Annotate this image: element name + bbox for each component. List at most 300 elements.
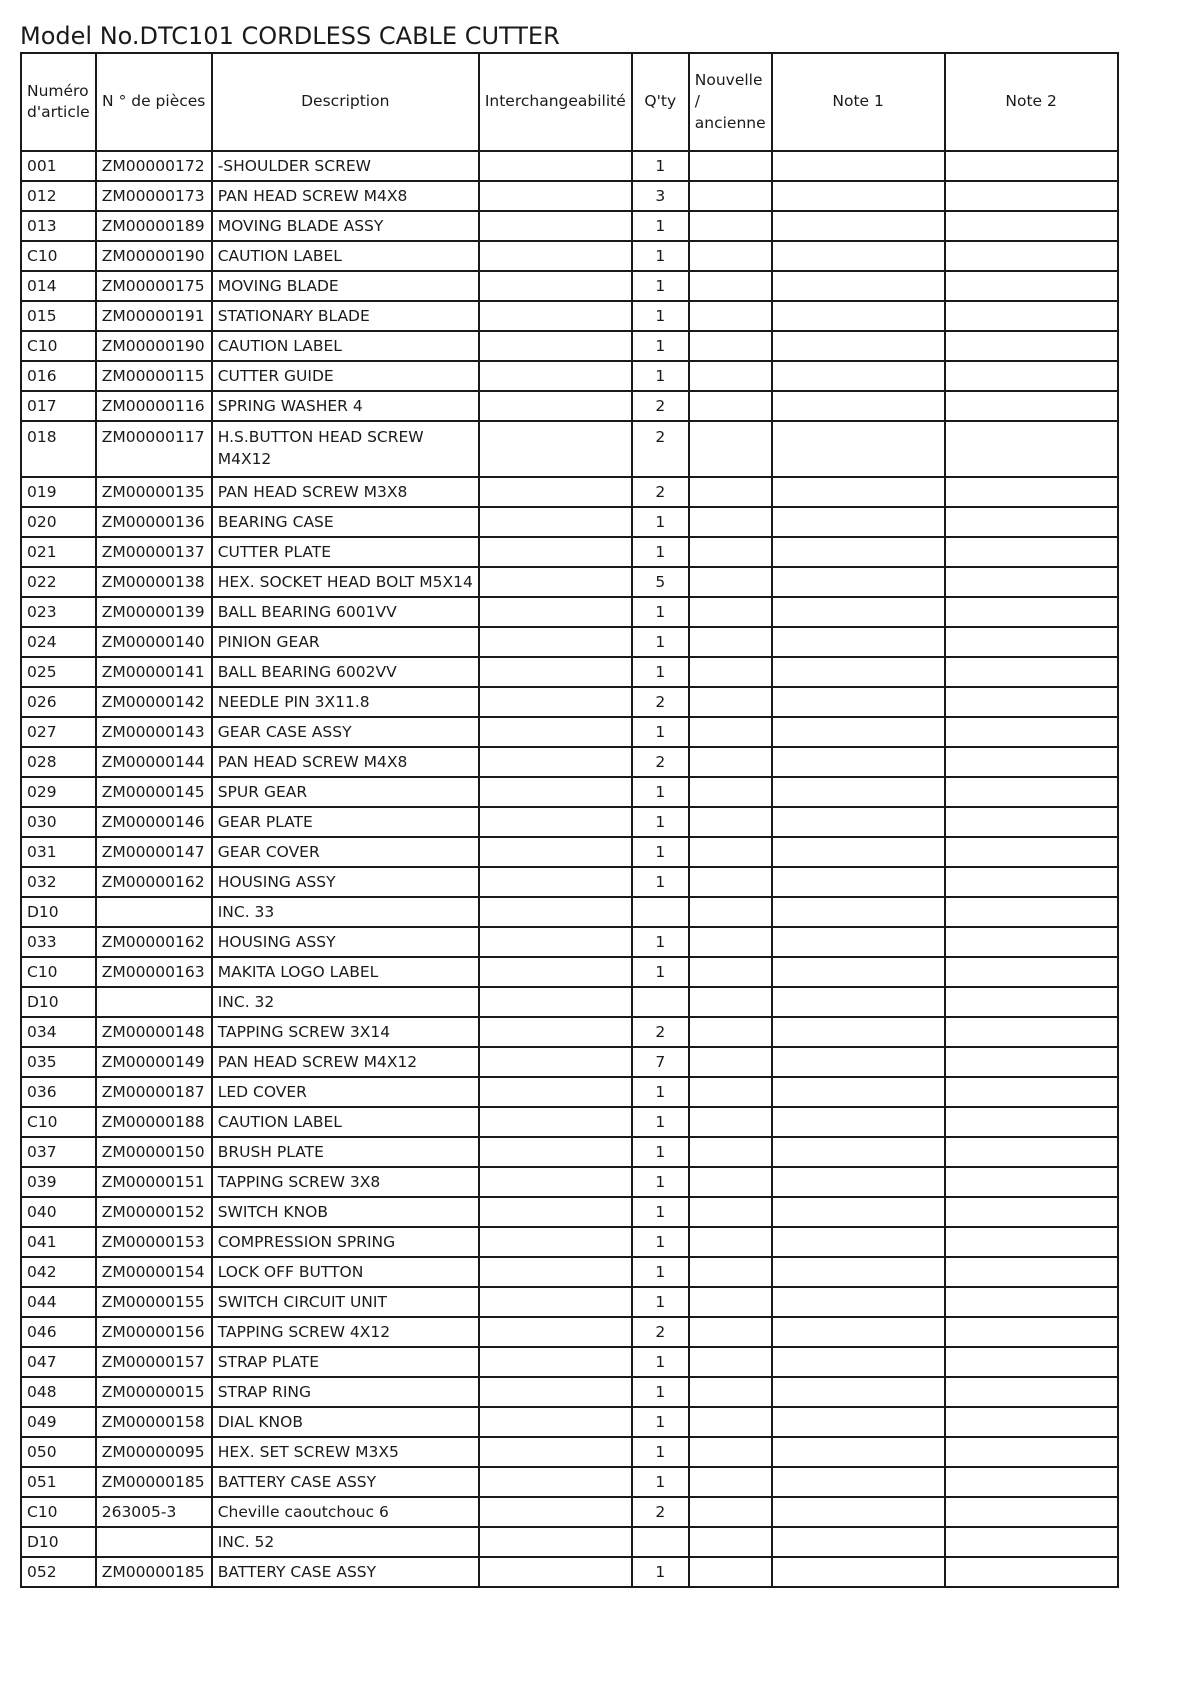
table-row (21, 747, 1118, 777)
cell-new-old (689, 1317, 772, 1347)
cell-description: MAKITA LOGO LABEL (212, 957, 479, 987)
table-row (21, 927, 1118, 957)
cell-item-number: C10 (21, 331, 96, 361)
header-part-number: N ° de pièces (96, 53, 212, 151)
cell-new-old (689, 361, 772, 391)
cell-qty: 1 (632, 241, 689, 271)
table-row (21, 421, 1118, 477)
cell-part-number: ZM00000153 (96, 1227, 212, 1257)
table-row (21, 477, 1118, 507)
cell-note-2 (945, 1527, 1118, 1557)
cell-new-old (689, 181, 772, 211)
cell-interchangeability (479, 1557, 632, 1587)
cell-item-number: C10 (21, 1497, 96, 1527)
cell-qty: 1 (632, 537, 689, 567)
cell-note-1 (772, 747, 945, 777)
cell-note-2 (945, 1257, 1118, 1287)
cell-new-old (689, 1167, 772, 1197)
cell-description: TAPPING SCREW 4X12 (212, 1317, 479, 1347)
table-row (21, 987, 1118, 1017)
cell-note-1 (772, 181, 945, 211)
table-row (21, 807, 1118, 837)
cell-part-number (96, 897, 212, 927)
cell-note-2 (945, 1347, 1118, 1377)
cell-qty: 3 (632, 181, 689, 211)
cell-part-number: ZM00000156 (96, 1317, 212, 1347)
cell-qty: 2 (632, 1017, 689, 1047)
cell-interchangeability (479, 597, 632, 627)
cell-item-number: 013 (21, 211, 96, 241)
cell-note-2 (945, 657, 1118, 687)
table-row (21, 1077, 1118, 1107)
cell-note-1 (772, 957, 945, 987)
cell-qty: 2 (632, 421, 689, 477)
cell-note-1 (772, 867, 945, 897)
cell-item-number: 022 (21, 567, 96, 597)
cell-item-number: 014 (21, 271, 96, 301)
cell-description: PINION GEAR (212, 627, 479, 657)
cell-part-number: ZM00000145 (96, 777, 212, 807)
cell-interchangeability (479, 987, 632, 1017)
table-row (21, 837, 1118, 867)
cell-item-number: D10 (21, 897, 96, 927)
table-row (21, 1557, 1118, 1587)
cell-note-1 (772, 1377, 945, 1407)
table-row (21, 301, 1118, 331)
cell-note-1 (772, 361, 945, 391)
cell-new-old (689, 1557, 772, 1587)
cell-item-number: 020 (21, 507, 96, 537)
cell-new-old (689, 657, 772, 687)
cell-item-number: 026 (21, 687, 96, 717)
cell-description: STATIONARY BLADE (212, 301, 479, 331)
cell-part-number: ZM00000152 (96, 1197, 212, 1227)
cell-item-number: 019 (21, 477, 96, 507)
cell-new-old (689, 1407, 772, 1437)
cell-note-2 (945, 537, 1118, 567)
cell-interchangeability (479, 211, 632, 241)
cell-qty: 1 (632, 507, 689, 537)
cell-note-2 (945, 807, 1118, 837)
cell-interchangeability (479, 331, 632, 361)
cell-note-2 (945, 1287, 1118, 1317)
table-row (21, 1137, 1118, 1167)
cell-interchangeability (479, 567, 632, 597)
cell-qty: 2 (632, 687, 689, 717)
table-row (21, 567, 1118, 597)
cell-note-2 (945, 477, 1118, 507)
cell-interchangeability (479, 717, 632, 747)
cell-new-old (689, 1197, 772, 1227)
cell-description: BALL BEARING 6001VV (212, 597, 479, 627)
table-row (21, 271, 1118, 301)
cell-note-2 (945, 1407, 1118, 1437)
table-row (21, 657, 1118, 687)
cell-item-number: 050 (21, 1437, 96, 1467)
cell-note-2 (945, 1047, 1118, 1077)
cell-note-1 (772, 807, 945, 837)
cell-interchangeability (479, 627, 632, 657)
cell-interchangeability (479, 1227, 632, 1257)
cell-part-number: ZM00000136 (96, 507, 212, 537)
cell-part-number: ZM00000190 (96, 241, 212, 271)
cell-interchangeability (479, 301, 632, 331)
cell-part-number: ZM00000146 (96, 807, 212, 837)
cell-note-1 (772, 1467, 945, 1497)
cell-interchangeability (479, 867, 632, 897)
cell-interchangeability (479, 1497, 632, 1527)
table-header-row (21, 53, 1118, 151)
cell-item-number: 039 (21, 1167, 96, 1197)
cell-description: CUTTER PLATE (212, 537, 479, 567)
cell-interchangeability (479, 507, 632, 537)
cell-note-1 (772, 1077, 945, 1107)
cell-new-old (689, 837, 772, 867)
cell-note-1 (772, 717, 945, 747)
table-row (21, 1377, 1118, 1407)
cell-note-1 (772, 331, 945, 361)
cell-new-old (689, 271, 772, 301)
table-row (21, 507, 1118, 537)
table-row (21, 627, 1118, 657)
cell-interchangeability (479, 747, 632, 777)
cell-description: BALL BEARING 6002VV (212, 657, 479, 687)
cell-item-number: 030 (21, 807, 96, 837)
cell-interchangeability (479, 1287, 632, 1317)
cell-note-1 (772, 1167, 945, 1197)
cell-description: INC. 32 (212, 987, 479, 1017)
cell-note-1 (772, 1527, 945, 1557)
cell-qty: 5 (632, 567, 689, 597)
cell-new-old (689, 211, 772, 241)
cell-description: H.S.BUTTON HEAD SCREW M4X12 (212, 421, 479, 477)
cell-note-2 (945, 597, 1118, 627)
cell-part-number: ZM00000141 (96, 657, 212, 687)
cell-qty: 1 (632, 1227, 689, 1257)
cell-item-number: 040 (21, 1197, 96, 1227)
cell-qty: 1 (632, 1287, 689, 1317)
table-row (21, 537, 1118, 567)
table-row (21, 1527, 1118, 1557)
cell-note-2 (945, 301, 1118, 331)
cell-item-number: 027 (21, 717, 96, 747)
table-row (21, 897, 1118, 927)
cell-item-number: 025 (21, 657, 96, 687)
cell-part-number: ZM00000137 (96, 537, 212, 567)
cell-note-1 (772, 837, 945, 867)
cell-new-old (689, 151, 772, 181)
cell-description: SPUR GEAR (212, 777, 479, 807)
cell-new-old (689, 777, 772, 807)
cell-item-number: 016 (21, 361, 96, 391)
cell-interchangeability (479, 1377, 632, 1407)
cell-part-number: ZM00000173 (96, 181, 212, 211)
table-row (21, 1287, 1118, 1317)
cell-note-2 (945, 957, 1118, 987)
table-row (21, 1437, 1118, 1467)
cell-interchangeability (479, 421, 632, 477)
table-row (21, 777, 1118, 807)
cell-item-number: C10 (21, 241, 96, 271)
cell-description: TAPPING SCREW 3X14 (212, 1017, 479, 1047)
cell-qty: 1 (632, 1077, 689, 1107)
cell-part-number: ZM00000185 (96, 1557, 212, 1587)
table-row (21, 331, 1118, 361)
cell-note-2 (945, 1107, 1118, 1137)
cell-interchangeability (479, 391, 632, 421)
table-row (21, 867, 1118, 897)
cell-note-2 (945, 1167, 1118, 1197)
cell-description: STRAP PLATE (212, 1347, 479, 1377)
cell-new-old (689, 957, 772, 987)
cell-item-number: 047 (21, 1347, 96, 1377)
cell-note-2 (945, 1137, 1118, 1167)
cell-item-number: 033 (21, 927, 96, 957)
cell-part-number: ZM00000095 (96, 1437, 212, 1467)
cell-qty: 7 (632, 1047, 689, 1077)
header-qty: Q'ty (632, 53, 689, 151)
cell-part-number: ZM00000144 (96, 747, 212, 777)
cell-qty: 1 (632, 957, 689, 987)
cell-part-number: ZM00000140 (96, 627, 212, 657)
table-row (21, 181, 1118, 211)
header-description: Description (212, 53, 479, 151)
table-row (21, 391, 1118, 421)
cell-note-2 (945, 1077, 1118, 1107)
cell-interchangeability (479, 1077, 632, 1107)
table-row (21, 211, 1118, 241)
cell-new-old (689, 627, 772, 657)
cell-qty: 1 (632, 1467, 689, 1497)
cell-qty: 2 (632, 477, 689, 507)
cell-qty: 1 (632, 1407, 689, 1437)
cell-part-number: ZM00000116 (96, 391, 212, 421)
cell-part-number: ZM00000162 (96, 927, 212, 957)
cell-note-1 (772, 271, 945, 301)
cell-item-number: D10 (21, 987, 96, 1017)
cell-new-old (689, 567, 772, 597)
cell-item-number: 017 (21, 391, 96, 421)
cell-interchangeability (479, 1407, 632, 1437)
cell-description: NEEDLE PIN 3X11.8 (212, 687, 479, 717)
table-row (21, 1167, 1118, 1197)
cell-part-number: ZM00000143 (96, 717, 212, 747)
cell-new-old (689, 897, 772, 927)
cell-interchangeability (479, 657, 632, 687)
cell-note-2 (945, 687, 1118, 717)
cell-note-2 (945, 1227, 1118, 1257)
cell-qty: 1 (632, 1197, 689, 1227)
cell-new-old (689, 391, 772, 421)
cell-note-2 (945, 627, 1118, 657)
cell-part-number: ZM00000142 (96, 687, 212, 717)
cell-note-1 (772, 627, 945, 657)
cell-qty: 1 (632, 807, 689, 837)
cell-part-number: ZM00000150 (96, 1137, 212, 1167)
cell-note-1 (772, 1437, 945, 1467)
cell-note-2 (945, 1377, 1118, 1407)
cell-part-number: ZM00000191 (96, 301, 212, 331)
cell-description: BEARING CASE (212, 507, 479, 537)
cell-item-number: 049 (21, 1407, 96, 1437)
cell-description: BRUSH PLATE (212, 1137, 479, 1167)
cell-note-1 (772, 567, 945, 597)
cell-part-number: ZM00000155 (96, 1287, 212, 1317)
cell-interchangeability (479, 1317, 632, 1347)
cell-note-1 (772, 1557, 945, 1587)
cell-part-number: ZM00000162 (96, 867, 212, 897)
cell-description: HEX. SET SCREW M3X5 (212, 1437, 479, 1467)
cell-new-old (689, 687, 772, 717)
cell-note-1 (772, 927, 945, 957)
table-row (21, 1257, 1118, 1287)
cell-description: CAUTION LABEL (212, 1107, 479, 1137)
cell-description: BATTERY CASE ASSY (212, 1467, 479, 1497)
header-note-2: Note 2 (945, 53, 1118, 151)
cell-note-1 (772, 1017, 945, 1047)
cell-interchangeability (479, 537, 632, 567)
cell-new-old (689, 1017, 772, 1047)
cell-item-number: 032 (21, 867, 96, 897)
cell-item-number: 036 (21, 1077, 96, 1107)
cell-new-old (689, 1527, 772, 1557)
parts-table (20, 52, 1119, 1588)
cell-new-old (689, 1467, 772, 1497)
cell-description: CAUTION LABEL (212, 331, 479, 361)
cell-part-number: ZM00000154 (96, 1257, 212, 1287)
cell-qty: 1 (632, 627, 689, 657)
cell-item-number: 046 (21, 1317, 96, 1347)
cell-note-2 (945, 151, 1118, 181)
cell-note-1 (772, 777, 945, 807)
cell-new-old (689, 1137, 772, 1167)
cell-description: SWITCH CIRCUIT UNIT (212, 1287, 479, 1317)
cell-qty: 2 (632, 747, 689, 777)
table-row (21, 1017, 1118, 1047)
cell-part-number: ZM00000157 (96, 1347, 212, 1377)
cell-description: -SHOULDER SCREW (212, 151, 479, 181)
cell-interchangeability (479, 1167, 632, 1197)
cell-new-old (689, 747, 772, 777)
cell-interchangeability (479, 477, 632, 507)
cell-note-2 (945, 1197, 1118, 1227)
cell-qty: 1 (632, 1347, 689, 1377)
cell-description: LED COVER (212, 1077, 479, 1107)
cell-qty: 1 (632, 597, 689, 627)
cell-description: PAN HEAD SCREW M4X12 (212, 1047, 479, 1077)
cell-note-1 (772, 1497, 945, 1527)
cell-note-1 (772, 1317, 945, 1347)
cell-new-old (689, 1287, 772, 1317)
cell-interchangeability (479, 151, 632, 181)
cell-qty: 1 (632, 1257, 689, 1287)
cell-description: CAUTION LABEL (212, 241, 479, 271)
cell-description: LOCK OFF BUTTON (212, 1257, 479, 1287)
cell-item-number: 031 (21, 837, 96, 867)
cell-description: PAN HEAD SCREW M4X8 (212, 747, 479, 777)
cell-interchangeability (479, 777, 632, 807)
cell-interchangeability (479, 1197, 632, 1227)
cell-interchangeability (479, 1107, 632, 1137)
cell-note-1 (772, 1137, 945, 1167)
cell-new-old (689, 1227, 772, 1257)
cell-qty (632, 1527, 689, 1557)
cell-note-2 (945, 1497, 1118, 1527)
cell-interchangeability (479, 241, 632, 271)
cell-note-1 (772, 211, 945, 241)
cell-note-1 (772, 421, 945, 477)
table-row (21, 361, 1118, 391)
cell-part-number: ZM00000117 (96, 421, 212, 477)
cell-new-old (689, 927, 772, 957)
cell-item-number: C10 (21, 1107, 96, 1137)
cell-item-number: D10 (21, 1527, 96, 1557)
cell-new-old (689, 507, 772, 537)
cell-qty: 1 (632, 867, 689, 897)
cell-new-old (689, 241, 772, 271)
cell-item-number: 048 (21, 1377, 96, 1407)
header-item-number: Numéro d'article (21, 53, 96, 151)
cell-new-old (689, 597, 772, 627)
cell-description: BATTERY CASE ASSY (212, 1557, 479, 1587)
cell-note-2 (945, 777, 1118, 807)
cell-part-number: ZM00000188 (96, 1107, 212, 1137)
cell-qty: 1 (632, 301, 689, 331)
cell-new-old (689, 1347, 772, 1377)
cell-note-2 (945, 717, 1118, 747)
cell-part-number: ZM00000138 (96, 567, 212, 597)
cell-description: MOVING BLADE ASSY (212, 211, 479, 241)
cell-interchangeability (479, 271, 632, 301)
table-row (21, 1227, 1118, 1257)
cell-new-old (689, 867, 772, 897)
page-title: Model No.DTC101 CORDLESS CABLE CUTTER (20, 22, 560, 50)
table-row (21, 1197, 1118, 1227)
cell-part-number: ZM00000187 (96, 1077, 212, 1107)
cell-item-number: 018 (21, 421, 96, 477)
cell-part-number: ZM00000190 (96, 331, 212, 361)
cell-part-number: ZM00000015 (96, 1377, 212, 1407)
cell-qty: 1 (632, 777, 689, 807)
table-row (21, 1047, 1118, 1077)
cell-note-1 (772, 1407, 945, 1437)
cell-new-old (689, 477, 772, 507)
cell-qty: 1 (632, 331, 689, 361)
cell-item-number: 051 (21, 1467, 96, 1497)
cell-item-number: 021 (21, 537, 96, 567)
cell-qty: 1 (632, 1377, 689, 1407)
cell-interchangeability (479, 897, 632, 927)
table-row (21, 1347, 1118, 1377)
cell-description: HEX. SOCKET HEAD BOLT M5X14 (212, 567, 479, 597)
cell-item-number: 035 (21, 1047, 96, 1077)
cell-qty: 1 (632, 1557, 689, 1587)
cell-note-1 (772, 1287, 945, 1317)
parts-table-body (21, 151, 1118, 1587)
cell-interchangeability (479, 1347, 632, 1377)
cell-part-number: ZM00000139 (96, 597, 212, 627)
cell-interchangeability (479, 1437, 632, 1467)
cell-note-2 (945, 1437, 1118, 1467)
cell-note-1 (772, 391, 945, 421)
table-row (21, 687, 1118, 717)
cell-item-number: 024 (21, 627, 96, 657)
cell-note-2 (945, 1557, 1118, 1587)
cell-interchangeability (479, 1047, 632, 1077)
cell-note-1 (772, 897, 945, 927)
cell-part-number: ZM00000163 (96, 957, 212, 987)
cell-interchangeability (479, 1137, 632, 1167)
